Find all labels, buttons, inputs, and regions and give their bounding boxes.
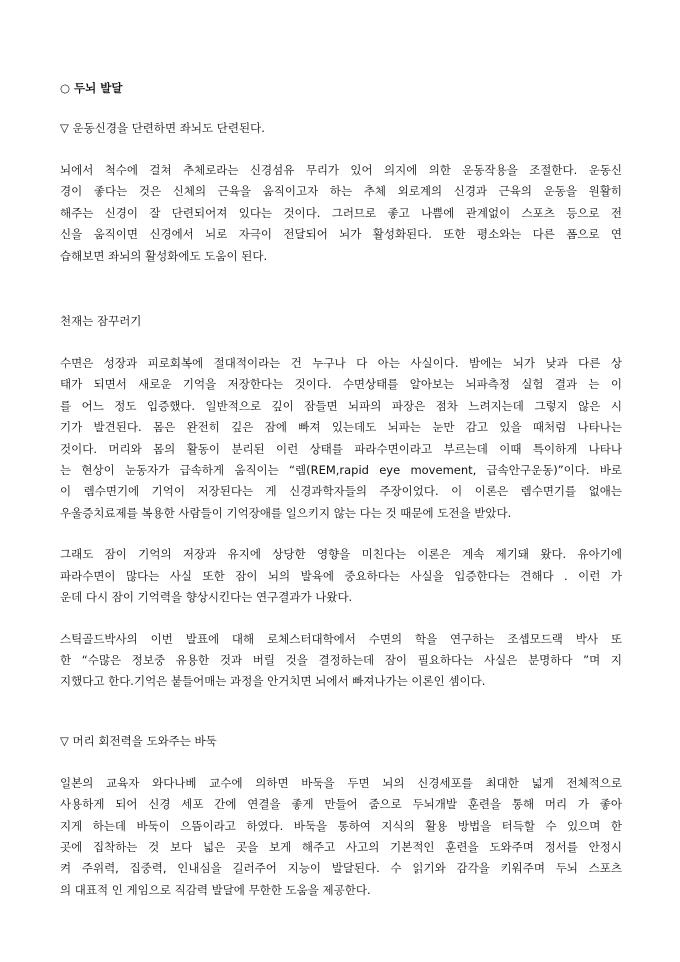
paragraph-sleep-3: [60, 629, 622, 693]
text-line: 신을 움직이면 신경에서 뇌로 자극이 전달되어 뇌가 활성화된다. 또한 평소와는 다른 폼으로 연: [60, 227, 622, 242]
text-line: 켜 주위력, 집중력, 인내심을 길러주어 지능이 발달된다. 수 읽기와 감각을 키워주며 두뇌 스포츠: [60, 861, 622, 876]
document-page: [60, 80, 622, 901]
text-line: 운데 다시 잠이 기억력을 향상시킨다는 연구결과가 나왔다.: [60, 590, 353, 605]
text-line: 수면은 성장과 피로회복에 절대적이라는 건 누구나 다 아는 사실이다. 밤에는 뇌가 낮과 다른 상: [60, 356, 622, 371]
text-line: 해주는 신경이 잘 단련되어져 있다는 것이다. 그러므로 좋고 나쁨에 관계없이 스포츠 등으로 전: [60, 205, 622, 220]
text-line: 의 대표적 인 게임으로 직감력 발달에 무한한 도움을 제공한다.: [60, 882, 371, 897]
text-line: 뇌에서 척수에 걸쳐 추체로라는 신경섬유 무리가 있어 의지에 의한 운동작용을 조절한다. 운동신: [60, 163, 622, 177]
text-line: 한 “수많은 정보중 유용한 것과 버릴 것을 결정하는데 잠이 필요하다는 사실은 분명하다 ”며 지: [60, 652, 622, 667]
paragraph-baduk: [60, 773, 622, 901]
paragraph-motor-nerves: [60, 160, 622, 267]
text-line: 태가 되면서 새로운 기억을 저장한다는 것이다. 수면상태를 알아보는 뇌파측정 실험 결과 는 이: [60, 377, 622, 392]
text-line: 곳에 집착하는 것 보다 넓은 곳을 보게 해주고 사고의 기본적인 훈련을 도와주며 정서를 안정시: [60, 839, 622, 854]
text-line: 지게 하는데 바둑이 으뜸이라고 하였다. 바둑을 통하여 지식의 활용 방법을 터득할 수 있으며 한: [60, 818, 622, 833]
text-line: 경이 좋다는 것은 신체의 근육을 움직이고자 하는 추체 외로계의 신경과 근육의 운동을 원활히: [60, 184, 622, 199]
section-heading-sleep: 천재는 잠꾸러기: [60, 314, 142, 329]
section-heading-motor-nerves: ▽ 운동신경을 단련하면 좌뇌도 단련된다.: [60, 121, 265, 135]
paragraph-sleep-2: [60, 544, 622, 608]
section-heading-baduk: ▽ 머리 회전력을 도와주는 바둑: [60, 733, 217, 748]
page-title: ○ 두뇌 발달: [60, 81, 123, 95]
text-line: 그래도 잠이 기억의 저장과 유지에 상당한 영향을 미친다는 이론은 계속 제기돼 왔다. 유아기에: [60, 547, 622, 562]
text-line: 습해보면 좌뇌의 활성화에도 도움이 된다.: [60, 248, 268, 263]
text-line: 우울증치료제를 복용한 사람들이 기억장애를 일으키지 않는 다는 것 때문에 도전을 받았다.: [60, 505, 512, 520]
text-line: 것이다. 머리와 몸의 활동이 분리된 이런 상태를 파라수면이라고 부르는데 이때 특이하게 나타나: [60, 441, 622, 456]
text-line: 이 렘수면기에 기억이 저장된다는 게 신경과학자들의 주장이었다. 이 이론은 렘수면기를 없애는: [60, 484, 622, 499]
paragraph-sleep-1: [60, 353, 622, 524]
text-line: 파라수면이 많다는 사실 또한 잠이 뇌의 발육에 중요하다는 사실을 입증한다는 견해다 . 이런 가: [60, 568, 622, 583]
text-line: 는 현상이 눈동자가 급속하게 움직이는 “렘(REM,rapid eye movement, 급속안구운동)”이다. 바로: [60, 463, 622, 478]
text-line: 기가 발견된다. 몸은 완전히 깊은 잠에 빠져 있는데도 뇌파는 눈만 감고 있을 때처럼 나타나는: [60, 420, 622, 435]
text-line: 지했다고 한다.기억은 붙들어매는 과정을 안거치면 뇌에서 빠져나가는 이론인 셈이다.: [60, 674, 486, 689]
text-line: 를 어느 정도 입증했다. 일반적으로 깊이 잠들면 뇌파의 파장은 점차 느려지는데 그렇지 않은 시: [60, 398, 622, 413]
text-line: 스틱골드박사의 이번 발표에 대해 로체스터대학에서 수면의 학을 연구하는 조셉모드랙 박사 또: [60, 631, 622, 646]
text-line: 일본의 교육자 와다나베 교수에 의하면 바둑을 두면 뇌의 신경세포를 최대한 넓게 전체적으로: [60, 775, 622, 790]
text-line: 사용하게 되어 신경 세포 간에 연결을 좋게 만들어 줌으로 두뇌개발 훈련을 통해 머리 가 좋아: [60, 797, 622, 812]
